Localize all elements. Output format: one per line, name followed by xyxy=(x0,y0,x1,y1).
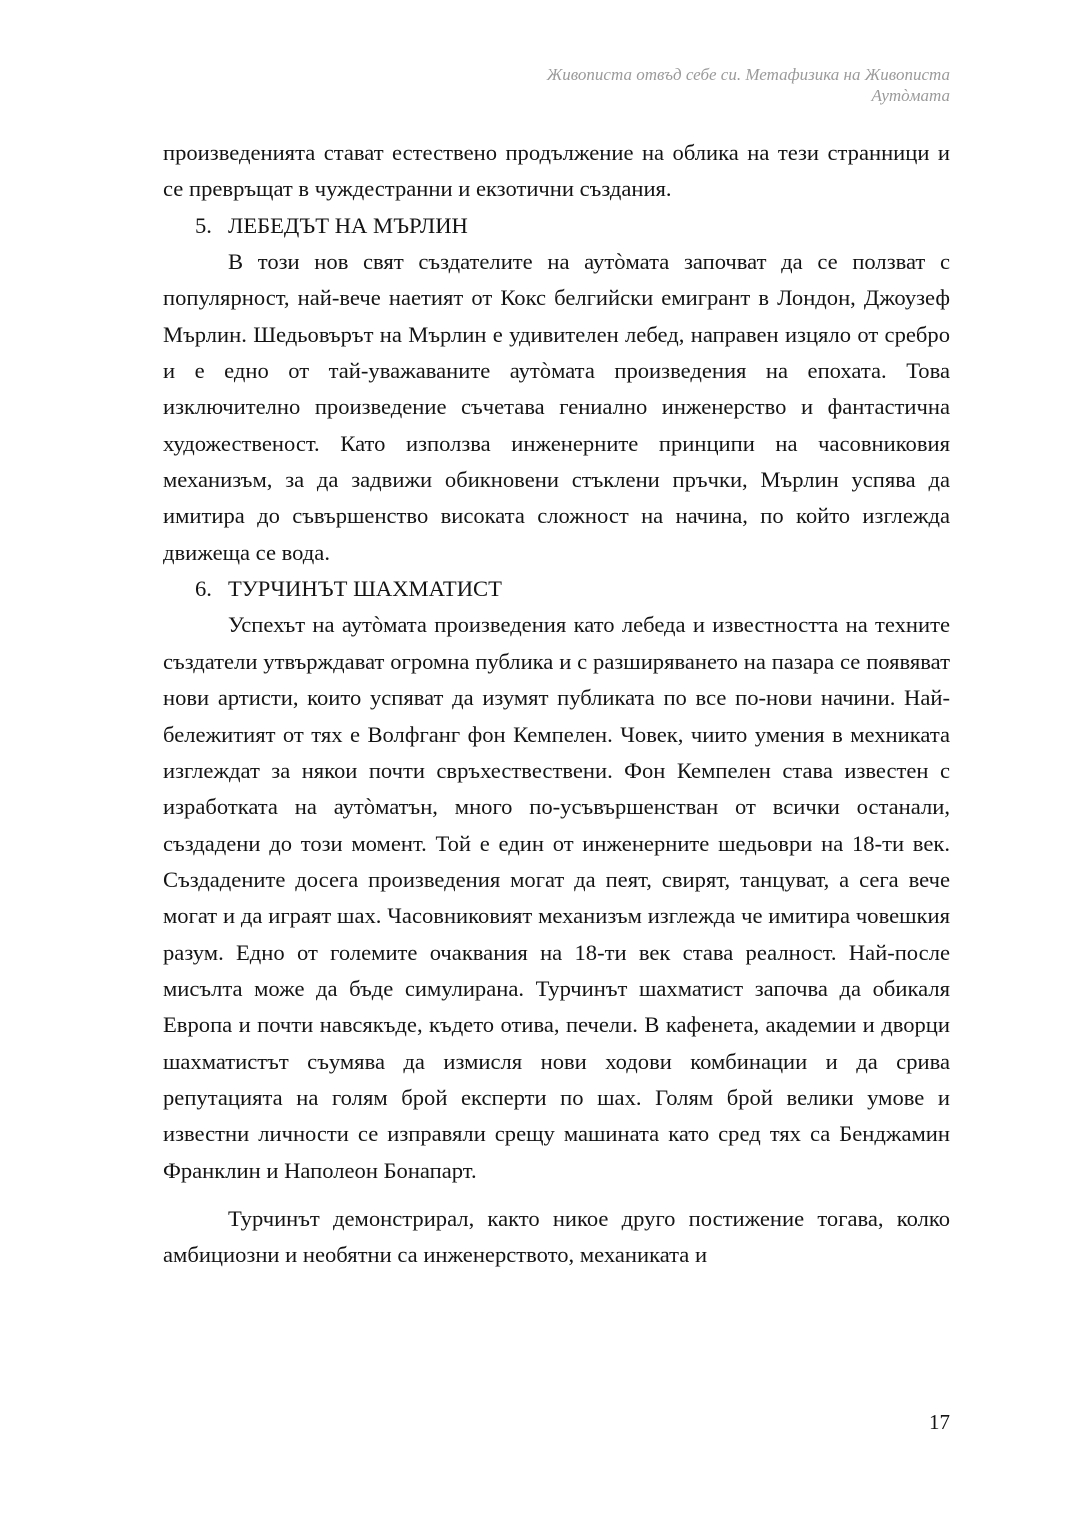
section-title: ТУРЧИНЪТ ШАХМАТИСТ xyxy=(228,576,502,602)
paragraph-turk: Успехът на аутòмата произведения като лебеда и известността на техните създатели утвърждават огромна публика и с разширяването на пазара се появяват нови артисти, които успяват да изумят публиката по все по-нови начини. Най-бележитият от тях е Волфганг фон Кемпелен. Човек, чиито умения в мехниката изглеждат за някои почти свръхествествени. Фон Кемпелен става известен с изработката на аутòматън, много по-усъвършенстван от всички останали, създадени до този момент. Той е един от инженерните шедьоври на 18-ти век. Създадените досега произведения могат да пеят, свирят, танцуват, а сега вече могат и да играят шах. Часовниковият механизъм изглежда че имитира човешкия разум. Едно от големите очаквания на 18-ти век става реалност. Най-после мисълта може да бъде симулирана. Турчинът шахматист започва да обикаля Европа и почти навсякъде, където отива, печели. В кафенета, академии и дворци шахматистът съумява да измисля нови ходови комбинации и да срива репутацията на голям брой експерти по шах. Голям брой велики умове и известни личности се изправяли срещу машината като сред тях са Бенджамин Франклин и Наполеон Бонапарт. xyxy=(163,612,950,1183)
paragraph-demonstration: Турчинът демонстрирал, както никое друго постижение тогава, колко амбициозни и необятни са инженерството, механиката и xyxy=(163,1205,950,1268)
paragraph-intro: произведенията стават естествено продължение на облика на тези странници и се превръщат в чуждестранни и екзотични създания. xyxy=(163,140,950,202)
section-number: 5. xyxy=(195,212,212,238)
section-number: 6. xyxy=(195,576,212,602)
section-heading-5 xyxy=(163,208,950,244)
section-heading-6 xyxy=(163,571,950,607)
running-header xyxy=(250,64,950,106)
running-header-subtitle: Аутòмата xyxy=(871,86,950,105)
section-title: ЛЕБЕДЪТ НА МЪРЛИН xyxy=(228,212,468,238)
page-number: 17 xyxy=(929,1410,950,1434)
paragraph-swan: В този нов свят създателите на аутòмата започват да се ползват с популярност, най-вече наетият от Кокс белгийски емигрант в Лондон, Джоузеф Мърлин. Шедьовърът на Мърлин е удивителен лебед, направен изцяло от сребро и е едно от тай-уважаваните аутòмата произведения на епохата. Това изключително произведение съчетава гениално инженерство и фантастична художественост. Като използва инженерните принципи на часовниковия механизъм, за да задвижи обикновени стъклени пръчки, Мърлин успява да имитира до съвършенство високата сложност на начина, по който изглежда движеща се вода. xyxy=(163,249,950,565)
body-text xyxy=(163,135,950,1274)
running-header-title: Живописта отвъд себе си. Метафизика на Живописта xyxy=(546,65,950,84)
